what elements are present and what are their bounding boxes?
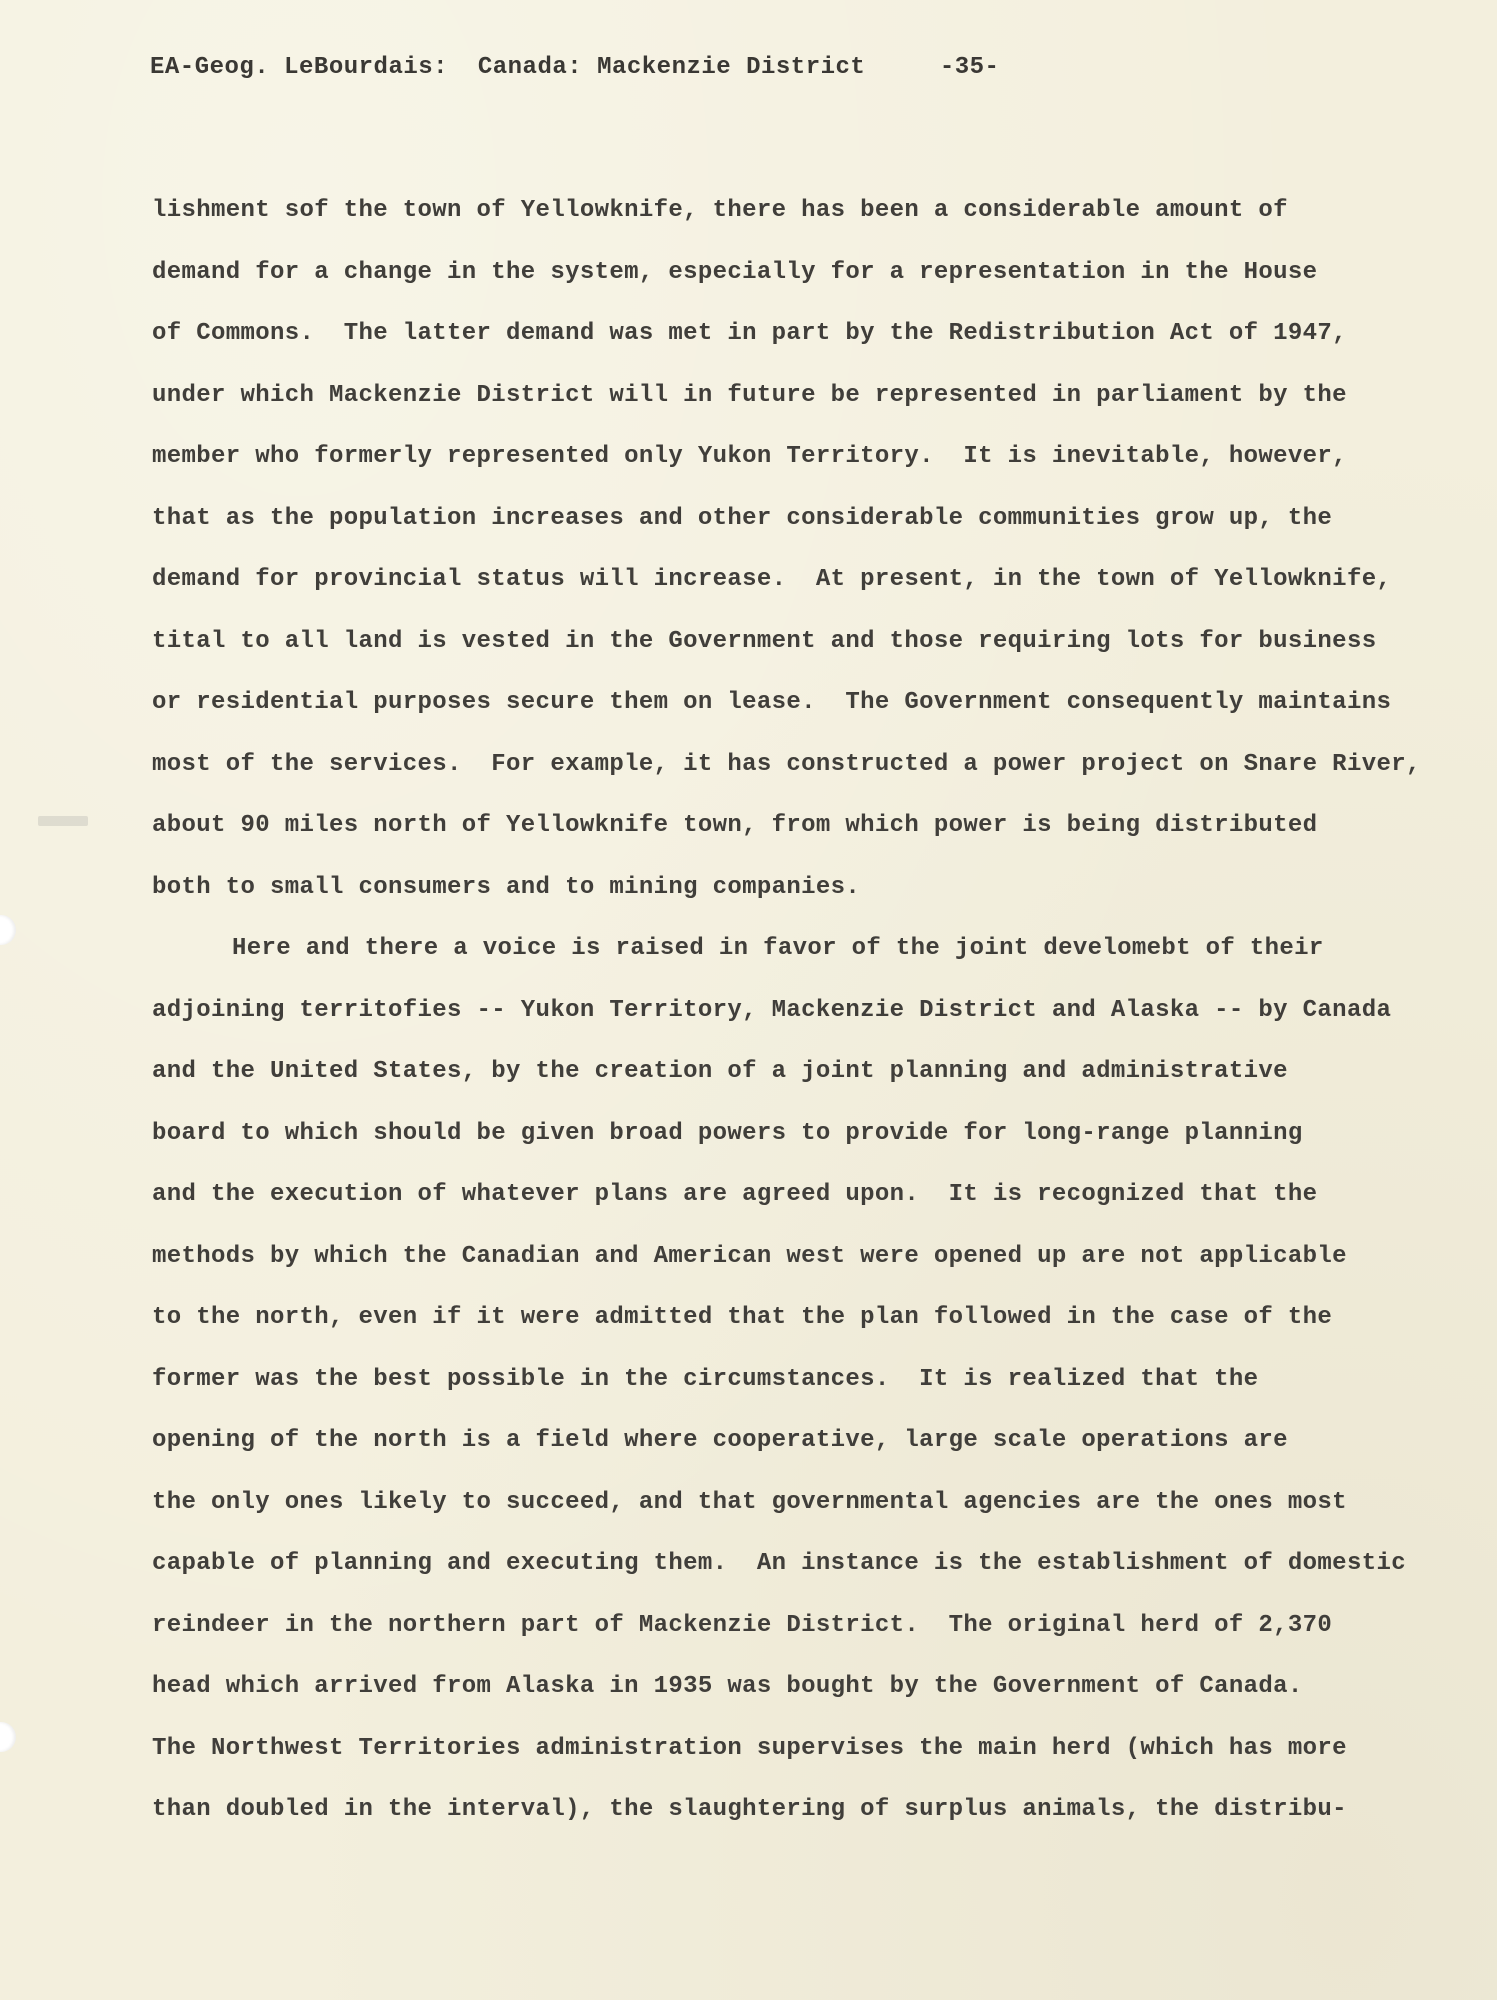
- text-line: both to small consumers and to mining companies.: [152, 873, 861, 901]
- bleed-through-mark: [38, 816, 88, 826]
- text-line: tital to all land is vested in the Government and those requiring lots for business: [152, 627, 1377, 655]
- paragraph-1: [152, 180, 1452, 918]
- body-text: [152, 180, 1452, 1841]
- text-line: under which Mackenzie District will in future be represented in parliament by the: [152, 381, 1347, 409]
- page-header: EA-Geog. LeBourdais: Canada: Mackenzie District -35-: [150, 54, 1000, 81]
- text-line: board to which should be given broad powers to provide for long-range planning: [152, 1119, 1303, 1147]
- text-line: former was the best possible in the circumstances. It is realized that the: [152, 1365, 1259, 1393]
- text-line: methods by which the Canadian and American west were opened up are not applicable: [152, 1242, 1347, 1270]
- text-line: head which arrived from Alaska in 1935 was bought by the Government of Canada.: [152, 1673, 1303, 1700]
- text-line: reindeer in the northern part of Mackenzie District. The original herd of 2,370: [152, 1611, 1333, 1639]
- text-line: and the execution of whatever plans are agreed upon. It is recognized that the: [152, 1181, 1318, 1208]
- text-line: lishment sof the town of Yellowknife, there has been a considerable amount of: [152, 197, 1288, 224]
- punch-hole: [0, 1722, 16, 1752]
- text-line: demand for a change in the system, especially for a representation in the House: [152, 258, 1318, 286]
- text-line: about 90 miles north of Yellowknife town, from which power is being distributed: [152, 812, 1318, 839]
- text-line: than doubled in the interval), the slaughtering of surplus animals, the distribu-: [152, 1796, 1347, 1823]
- text-line: The Northwest Territories administration supervises the main herd (which has more: [152, 1734, 1347, 1762]
- text-line: most of the services. For example, it has constructed a power project on Snare River,: [152, 750, 1421, 778]
- punch-hole: [0, 915, 16, 945]
- text-line: that as the population increases and other considerable communities grow up, the: [152, 504, 1333, 532]
- text-line: capable of planning and executing them. An instance is the establishment of domestic: [152, 1550, 1406, 1577]
- text-line: demand for provincial status will increase. At present, in the town of Yellowknife,: [152, 566, 1392, 593]
- text-line: Here and there a voice is raised in favor of the joint develomebt of their: [232, 935, 1324, 962]
- text-line: and the United States, by the creation of a joint planning and administrative: [152, 1058, 1288, 1085]
- text-line: adjoining territofies -- Yukon Territory, Mackenzie District and Alaska -- by Canada: [152, 996, 1392, 1024]
- text-line: of Commons. The latter demand was met in part by the Redistribution Act of 1947,: [152, 320, 1347, 347]
- text-line: opening of the north is a field where cooperative, large scale operations are: [152, 1427, 1288, 1454]
- text-line: or residential purposes secure them on lease. The Government consequently maintains: [152, 689, 1392, 716]
- text-line: the only ones likely to succeed, and that governmental agencies are the ones most: [152, 1488, 1347, 1516]
- text-line: to the north, even if it were admitted that the plan followed in the case of the: [152, 1304, 1333, 1331]
- paragraph-2: [152, 918, 1452, 1841]
- text-line: member who formerly represented only Yukon Territory. It is inevitable, however,: [152, 443, 1347, 470]
